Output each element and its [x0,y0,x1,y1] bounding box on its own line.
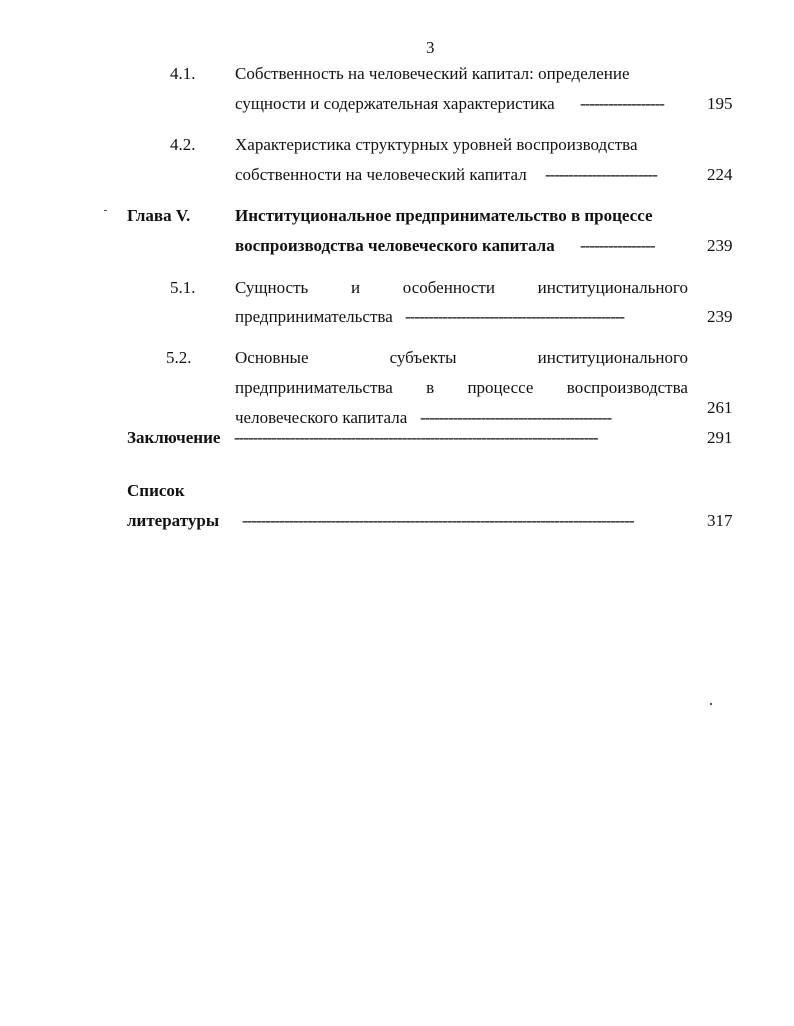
toc-literature-label: Список [127,481,185,500]
toc-entry-number: 5.1. [170,278,196,297]
toc-leader-dots: ---------------- [580,236,655,255]
toc-entry-title: человеческого капитала [235,408,408,427]
toc-word: Основные [235,348,309,367]
toc-chapter-label: Глава V. [127,206,191,225]
toc-entry-title: Характеристика структурных уровней воспроизводства [235,135,638,154]
toc-leader-dots: ------------------------ [545,165,657,184]
toc-entry-title: предпринимательства [235,307,393,326]
toc-chapter-title: Институциональное предпринимательство в процессе [235,206,653,225]
toc-word: и [350,278,361,297]
toc-leader-dots: ----------------------------------------------- [405,307,625,326]
toc-leader-dots: ------------------ [580,94,664,113]
toc-page-number: 317 [707,511,733,530]
scan-speck [710,703,712,705]
toc-entry-title: Собственность на человеческий капитал: определение [235,64,630,83]
toc-entry-number: 5.2. [166,348,192,367]
toc-entry-title-justified [235,278,688,298]
toc-page-number: 224 [707,165,733,184]
toc-word: Сущность [235,278,309,297]
toc-word: институционального [537,278,688,297]
toc-word: особенности [402,278,495,297]
toc-page-number: 195 [707,94,733,113]
toc-entry-number: 4.1. [170,64,196,83]
toc-word: воспроизводства [566,378,688,397]
toc-entry-title: сущности и содержательная характеристика [235,94,555,113]
toc-entry-title-justified [235,378,688,398]
toc-entry-title: собственности на человеческий капитал [235,165,527,184]
toc-page-number: 239 [707,307,733,326]
toc-chapter-title: воспроизводства человеческого капитала [235,236,555,255]
toc-page-number: 291 [707,428,733,447]
toc-entry-title-justified [235,348,688,368]
page-number: 3 [426,38,435,57]
toc-literature-label: литературы [127,511,220,530]
toc-word: субъекты [389,348,457,367]
toc-leader-dots: ------------------------------------------------------------------------------ [234,428,598,447]
toc-entry-number: 4.2. [170,135,196,154]
toc-word: предпринимательства [235,378,393,397]
toc-leader-dots: ----------------------------------------- [420,408,612,427]
toc-page-number: 261 [707,398,733,417]
toc-page-number: 239 [707,236,733,255]
toc-word: институционального [537,348,688,367]
scan-speck [104,210,107,211]
toc-conclusion-label: Заключение [127,428,221,447]
toc-word: процессе [467,378,534,397]
toc-leader-dots: ------------------------------------------------------------------------------------ [242,511,634,530]
toc-word: в [426,378,435,397]
